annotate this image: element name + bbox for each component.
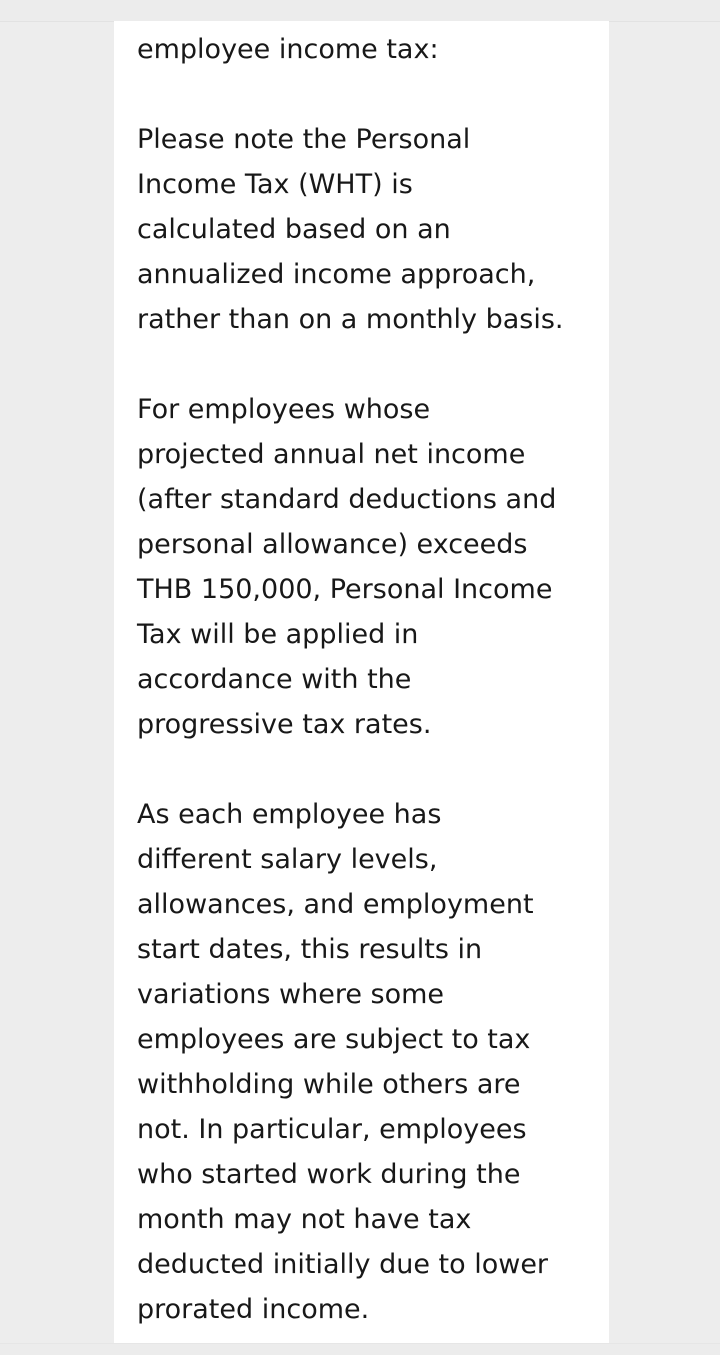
message-bubble[interactable] <box>114 21 609 1343</box>
top-divider <box>0 0 720 22</box>
bottom-divider <box>0 1343 720 1355</box>
message-text: employee income tax: Please note the Personal Income Tax (WHT) is calculated based on an annualized income approach, rather than on a monthly basis. For employees whose projected annual net income (after standard deductions and personal allowance) exceeds THB 150,000, Personal Income Tax will be applied in accordance with the progressive tax rates. As each employee has different salary levels, allowances, and employment start dates, this results in variations where some employees are subject to tax withholding while others are not. In particular, employees who started work during the month may not have tax deducted initially due to lower prorated income. <box>137 34 564 1325</box>
